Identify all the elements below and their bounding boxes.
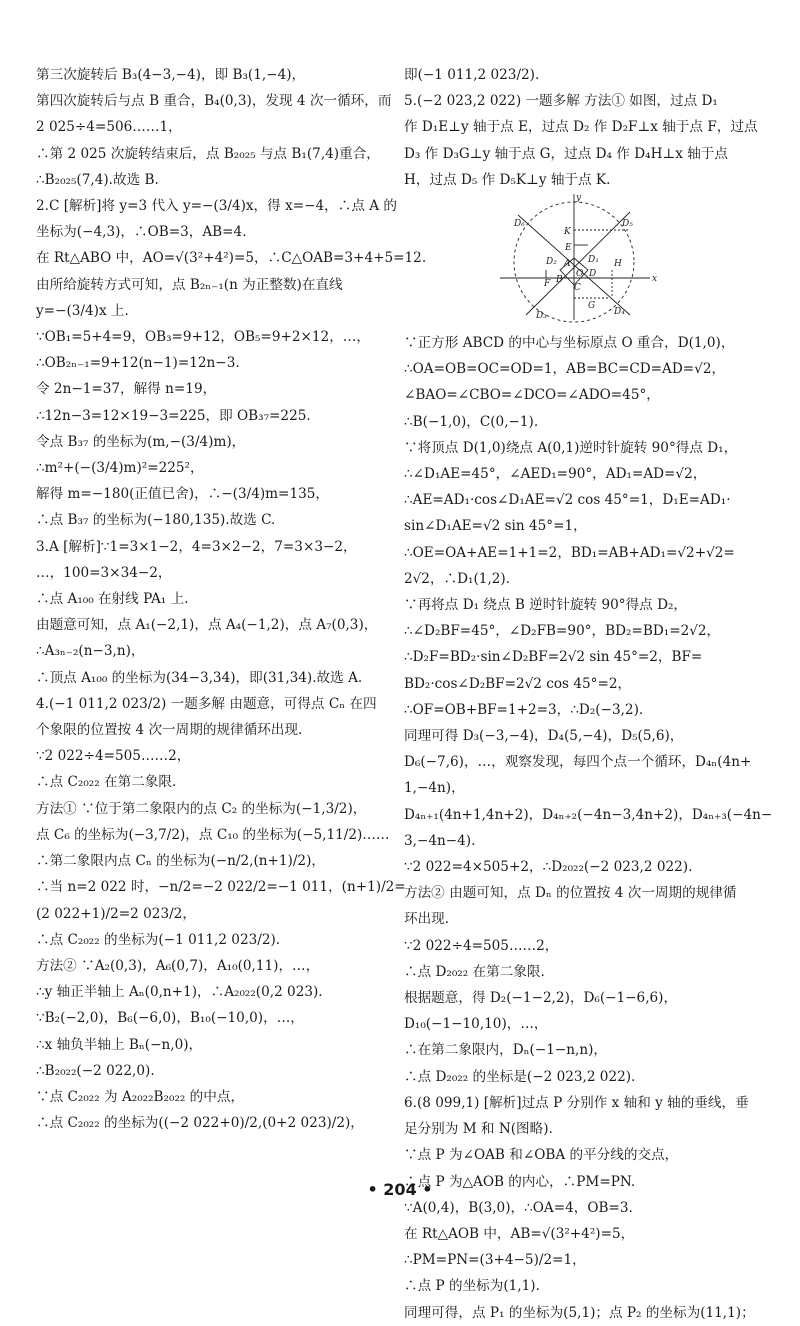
- text-line: ∴当 n=2 022 时，−n/2=−2 022/2=−1 011，(n+1)/2=: [36, 879, 406, 896]
- text-line: 方法② ∵A₂(0,3)，A₆(0,7)，A₁₀(0,11)，…，: [36, 957, 320, 974]
- label-A: A: [564, 259, 571, 269]
- text-line: ∴点 C₂₀₂₂ 的坐标为((−2 022+0)/2,(0+2 023)/2)，: [36, 1115, 364, 1132]
- text-line: ∴D₂F=BD₂·sin∠D₂BF=2√2 sin 45°=2，BF=: [404, 649, 703, 666]
- text-line: 解得 m=−180(正值已舍)，∴−(3/4)m=135，: [36, 486, 329, 503]
- text-line: ∵再将点 D₁ 绕点 B 逆时针旋转 90°得点 D₂，: [404, 597, 688, 614]
- text-line: 4.(−1 011,2 023/2) 一题多解 由题意，可得点 Cₙ 在四: [36, 695, 377, 712]
- text-line: ∴∠D₁AE=45°，∠AED₁=90°，AD₁=AD=√2，: [404, 466, 707, 483]
- text-line: 令点 B₃₇ 的坐标为(m,−(3/4)m)，: [36, 433, 246, 450]
- text-line: 足分别为 M 和 N(图略).: [404, 1121, 553, 1138]
- text-line: ∴12n−3=12×19−3=225，即 OB₃₇=225.: [36, 407, 311, 424]
- text-line: ∴OF=OB+BF=1+2=3，∴D₂(−3,2).: [404, 701, 644, 718]
- text-line: 3.A [解析]∵1=3×1−2，4=3×2−2，7=3×3−2，: [36, 538, 357, 555]
- text-line: 同理可得，点 P₁ 的坐标为(5,1)；点 P₂ 的坐标为(11,1)；: [404, 1304, 755, 1321]
- rotation-figure: [490, 190, 660, 325]
- text-line: 2.C [解析]将 y=3 代入 y=−(3/4)x，得 x=−4，∴点 A 的: [36, 198, 397, 215]
- text-line: 1,−4n)，: [404, 780, 465, 797]
- text-line: ∵将顶点 D(1,0)绕点 A(0,1)逆时针旋转 90°得点 D₁，: [404, 439, 738, 456]
- text-line: 方法② 由题可知，点 Dₙ 的位置按 4 次一周期的规律循: [404, 885, 737, 902]
- label-K: K: [564, 227, 571, 237]
- label-H: H: [614, 259, 622, 269]
- text-line: ∴OA=OB=OC=OD=1，AB=BC=CD=AD=√2，: [404, 361, 726, 378]
- left-column: [36, 62, 427, 1136]
- text-line: 2√2，∴D₁(1,2).: [404, 570, 511, 587]
- text-line: ∴OE=OA+AE=1+1=2，BD₁=AB+AD₁=√2+√2=: [404, 544, 735, 561]
- label-D3: D₃: [536, 311, 547, 321]
- text-line: 根据题意，得 D₂(−1−2,2)，D₆(−1−6,6)，: [404, 990, 678, 1007]
- label-O: O: [576, 269, 584, 279]
- text-line: 作 D₁E⊥y 轴于点 E，过点 D₂ 作 D₂F⊥x 轴于点 F，过点: [404, 119, 758, 136]
- label-C: C: [574, 283, 581, 293]
- text-line: ∴B(−1,0)，C(0,−1).: [404, 413, 539, 430]
- text-line: ∴B₂₀₂₂(−2 022,0).: [36, 1062, 155, 1079]
- text-line: 2 025÷4=506……1，: [36, 119, 182, 136]
- label-y: y: [576, 193, 582, 203]
- text-line: D₄ₙ₊₁(4n+1,4n+2)，D₄ₙ₊₂(−4n−3,4n+2)，D₄ₙ₊₃(−4n−: [404, 806, 773, 823]
- text-line: sin∠D₁AE=√2 sin 45°=1，: [404, 518, 587, 535]
- label-D5: D₅: [622, 219, 633, 229]
- label-G: G: [588, 301, 596, 311]
- text-line: ∴A₃ₙ₋₂(n−3,n)，: [36, 643, 145, 660]
- text-line: ∵B₂(−2,0)，B₆(−6,0)，B₁₀(−10,0)，…，: [36, 1010, 304, 1027]
- label-D1: D₁: [588, 255, 599, 265]
- text-line: ∴∠D₂BF=45°，∠D₂FB=90°，BD₂=BD₁=2√2，: [404, 623, 721, 640]
- text-line: 在 Rt△AOB 中，AB=√(3²+4²)=5，: [404, 1225, 635, 1242]
- text-line: ∵点 C₂₀₂₂ 为 A₂₀₂₂B₂₀₂₂ 的中点，: [36, 1088, 245, 1105]
- text-line: ∴第 2 025 次旋转结束后，点 B₂₀₂₅ 与点 B₁(7,4)重合，: [36, 145, 380, 162]
- text-line: ∴点 C₂₀₂₂ 在第二象限.: [36, 774, 177, 791]
- text-line: 由题意可知，点 A₁(−2,1)，点 A₄(−1,2)，点 A₇(0,3)，: [36, 617, 378, 634]
- text-line: 第三次旋转后 B₃(4−3,−4)，即 B₃(1,−4)，: [36, 67, 306, 83]
- text-line: ∵2 022=4×505+2，∴D₂₀₂₂(−2 023,2 022).: [404, 859, 693, 876]
- text-line: 3,−4n−4).: [404, 832, 476, 849]
- text-line: ∴点 P 的坐标为(1,1).: [404, 1278, 540, 1295]
- label-F: F: [544, 279, 551, 289]
- right-column: [404, 330, 773, 1326]
- text-line: 点 C₆ 的坐标为(−3,7/2)，点 C₁₀ 的坐标为(−5,11/2)……: [36, 826, 390, 843]
- text-line: ∴OB₂ₙ₋₁=9+12(n−1)=12n−3.: [36, 355, 240, 372]
- text-line: ∴AE=AD₁·cos∠D₁AE=√2 cos 45°=1，D₁E=AD₁·: [404, 492, 731, 509]
- text-line: ∴B₂₀₂₅(7,4).故选 B.: [36, 171, 159, 188]
- text-line: ∴点 A₁₀₀ 在射线 PA₁ 上.: [36, 591, 189, 608]
- text-line: 由所给旋转方式可知，点 B₂ₙ₋₁(n 为正整数)在直线: [36, 276, 343, 293]
- text-line: 环出现.: [404, 911, 450, 928]
- label-D4: D₄: [614, 307, 625, 317]
- label-D6: D₆: [514, 219, 525, 229]
- text-line: 在 Rt△ABO 中，AO=√(3²+4²)=5，∴C△OAB=3+4+5=12.: [36, 250, 427, 267]
- text-line: ∴第二象限内点 Cₙ 的坐标为(−n/2,(n+1)/2)，: [36, 853, 325, 870]
- text-line: 即(−1 011,2 023/2).: [404, 67, 540, 83]
- text-line: ∴在第二象限内，Dₙ(−1−n,n)，: [404, 1042, 607, 1059]
- label-E: E: [565, 243, 572, 253]
- text-line: ∠BAO=∠CBO=∠DCO=∠ADO=45°，: [404, 387, 660, 404]
- right-column-top: [404, 62, 770, 193]
- text-line: 6.(8 099,1) [解析]过点 P 分别作 x 轴和 y 轴的垂线，垂: [404, 1094, 749, 1111]
- text-line: D₁₀(−1−10,10)，…，: [404, 1016, 548, 1033]
- text-line: ∵2 022÷4=505……2，: [36, 748, 191, 765]
- label-x: x: [652, 274, 658, 284]
- text-line: ∴PM=PN=(3+4−5)/2=1，: [404, 1252, 586, 1269]
- page-number: • 204 •: [367, 1180, 433, 1199]
- text-line: y=−(3/4)x 上.: [36, 302, 129, 319]
- label-D: D: [589, 269, 597, 279]
- text-line: ∵正方形 ABCD 的中心与坐标原点 O 重合，D(1,0)，: [404, 335, 735, 351]
- text-line: ∴点 D₂₀₂₂ 在第二象限.: [404, 963, 545, 980]
- text-line: ∴y 轴正半轴上 Aₙ(0,n+1)，∴A₂₀₂₂(0,2 023).: [36, 984, 323, 1001]
- text-line: BD₂·cos∠D₂BF=2√2 cos 45°=2，: [404, 675, 632, 692]
- text-line: ∵A(0,4)，B(3,0)，∴OA=4，OB=3.: [404, 1199, 633, 1216]
- text-line: ∴m²+(−(3/4)m)²=225²，: [36, 460, 204, 477]
- text-line: 第四次旋转后与点 B 重合，B₄(0,3)，发现 4 次一循环，而: [36, 93, 392, 110]
- text-line: ∵2 022÷4=505……2，: [404, 937, 559, 954]
- text-line: ∴点 P 为△AOB 的内心，∴PM=PN.: [404, 1173, 636, 1190]
- text-line: ∵OB₁=5+4=9，OB₃=9+12，OB₅=9+2×12，…，: [36, 329, 370, 346]
- text-line: 同理可得 D₃(−3,−4)，D₄(5,−4)，D₅(5,6)，: [404, 728, 684, 745]
- text-line: D₆(−7,6)，…，观察发现，每四个点一个循环，D₄ₙ(4n+: [404, 754, 752, 771]
- text-line: 5.(−2 023,2 022) 一题多解 方法① 如图，过点 D₁: [404, 93, 718, 110]
- label-D2: D₂: [546, 257, 557, 267]
- text-line: 个象限的位置按 4 次一周期的规律循环出现.: [36, 722, 303, 739]
- text-line: ∴点 C₂₀₂₂ 的坐标为(−1 011,2 023/2).: [36, 931, 281, 948]
- text-line: (2 022+1)/2=2 023/2，: [36, 905, 196, 922]
- text-line: ∴x 轴负半轴上 Bₙ(−n,0)，: [36, 1036, 203, 1053]
- text-line: ∴点 D₂₀₂₂ 的坐标是(−2 023,2 022).: [404, 1068, 636, 1085]
- text-line: 令 2n−1=37，解得 n=19，: [36, 381, 217, 398]
- text-line: 方法① ∵位于第二象限内的点 C₂ 的坐标为(−1,3/2)，: [36, 800, 367, 817]
- text-line: …，100=3×34−2，: [36, 564, 172, 581]
- text-line: 坐标为(−4,3)，∴OB=3，AB=4.: [36, 224, 247, 241]
- text-line: ∵点 P 为∠OAB 和∠OBA 的平分线的交点，: [404, 1147, 679, 1164]
- text-line: ∴点 B₃₇ 的坐标为(−180,135).故选 C.: [36, 512, 276, 529]
- text-line: D₃ 作 D₃G⊥y 轴于点 G，过点 D₄ 作 D₄H⊥x 轴于点: [404, 145, 728, 162]
- text-line: ∴顶点 A₁₀₀ 的坐标为(34−3,34)，即(31,34).故选 A.: [36, 669, 363, 686]
- label-B: B: [556, 275, 563, 285]
- text-line: H，过点 D₅ 作 D₅K⊥y 轴于点 K.: [404, 171, 611, 188]
